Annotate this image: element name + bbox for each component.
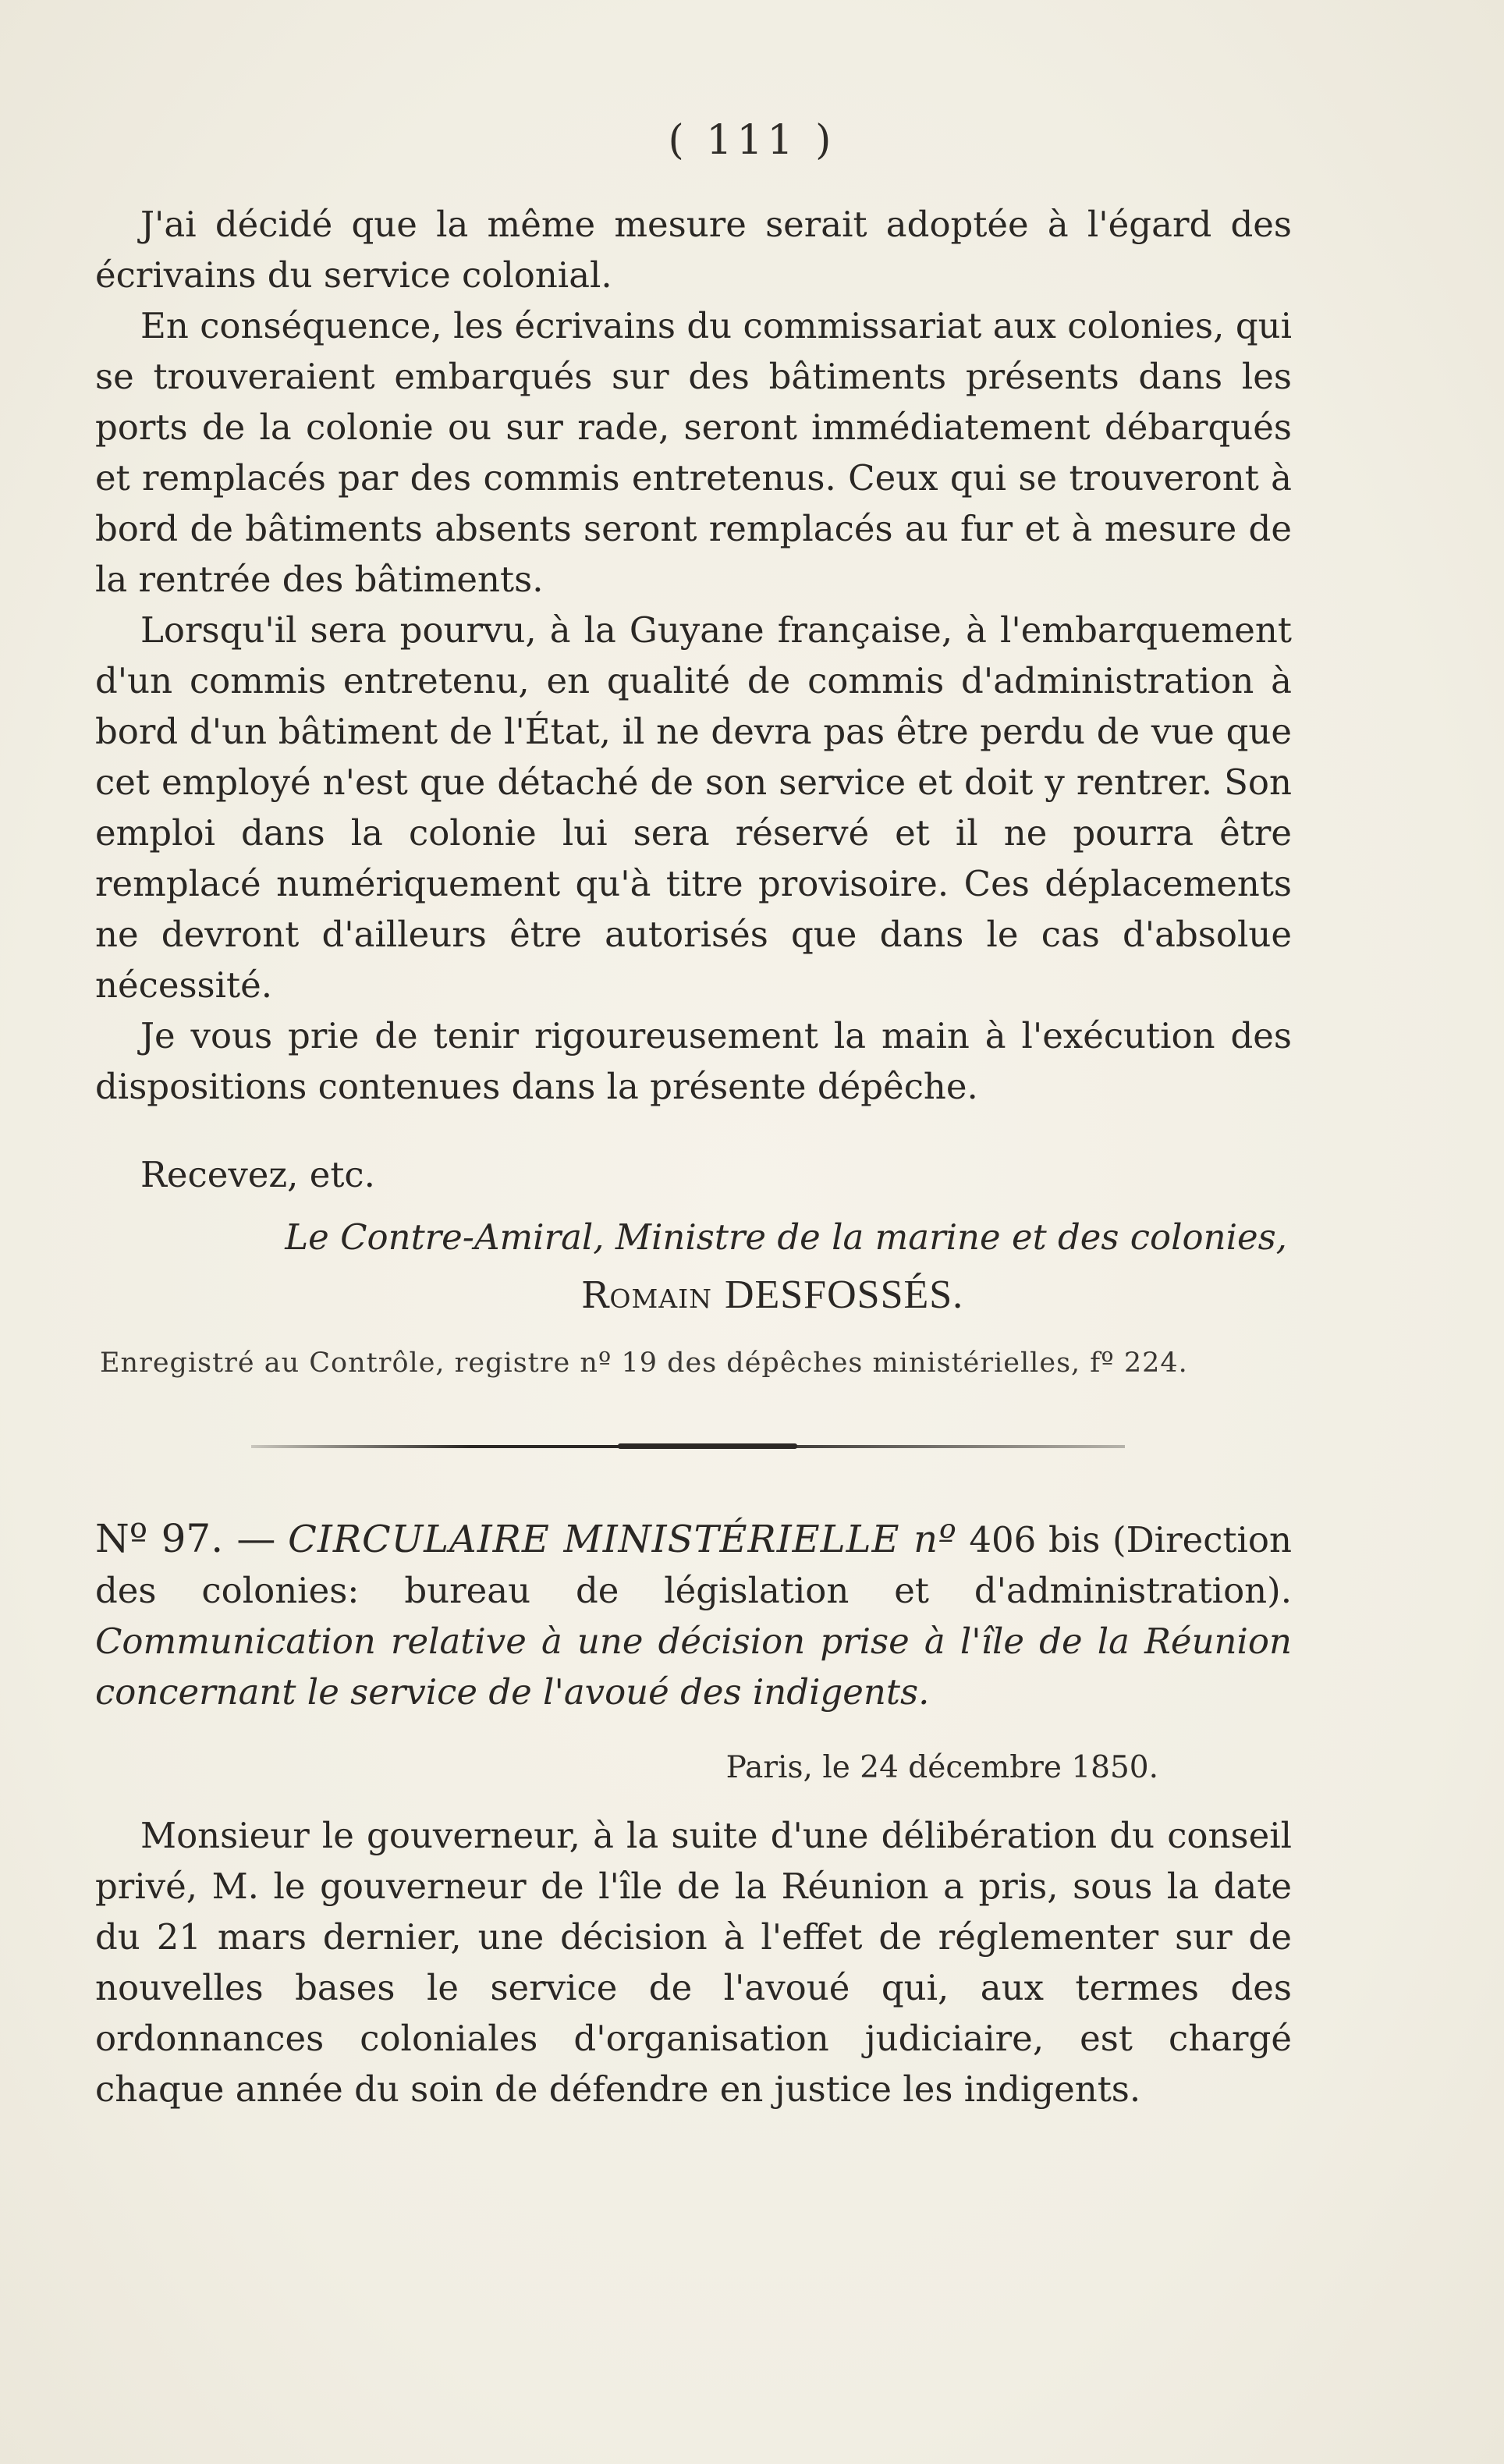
circular-ref: 406 bis	[969, 1519, 1101, 1560]
signatory-surname: DESFOSSÉS.	[724, 1273, 964, 1317]
paragraph: Monsieur le gouverneur, à la suite d'une délibération du conseil privé, M. le gouverneur de l'île de la Réunion a pris, sous la date du 21 mars dernier, une décision à l'effet de réglementer sur de nouvelles bases le service de l'avoué qui, aux termes des ordonnances coloniales d'organisation judiciaire, est chargé chaque année du soin de défendre en justice les indigents.	[95, 1815, 1292, 2110]
paragraph: En conséquence, les écrivains du commissariat aux colonies, qui se trouveraient embarqués sur des bâtiments présents dans les ports de la colonie ou sur rade, seront immédiatement débarqués et remplacés par des commis entretenus. Ceux qui se trouveront à bord de bâtiments absents seront remplacés au fur et à mesure de la rentrée des bâtiments.	[95, 305, 1292, 600]
letter-body	[95, 199, 1292, 1112]
paragraph: Lorsqu'il sera pourvu, à la Guyane française, à l'embarquement d'un commis entretenu, en qualité de commis d'administration à bord d'un bâtiment de l'État, il ne devra pas être perdu de vue que cet employé n'est que détaché de son service et doit y rentrer. Son emploi dans la colonie lui sera réservé et il ne pourra être remplacé numériquement qu'à titre provisoire. Ces déplacements ne devront d'ailleurs être autorisés que dans le cas d'absolue nécessité.	[95, 609, 1292, 1006]
dateline: Paris, le 24 décembre 1850.	[725, 1750, 1158, 1785]
circular-body	[95, 1810, 1292, 2114]
circular-subject: Communication relative à une décision prise à l'île de la Réunion concernant le service de l'avoué des indigents.	[95, 1621, 1292, 1713]
page-number: ( 111 )	[668, 117, 836, 164]
signatory-title: Le Contre-Amiral, Ministre de la marine et des colonies,	[285, 1216, 1287, 1258]
signatory-given-name: Romain	[581, 1274, 712, 1317]
closing-formula: Recevez, etc.	[140, 1154, 375, 1195]
circular-title: CIRCULAIRE MINISTÉRIELLE nº	[288, 1518, 957, 1561]
circular-direction: (Direction des colonies: bureau de législation et d'administration).	[95, 1519, 1292, 1611]
circular-heading	[95, 1514, 1292, 1717]
registration-note: Enregistré au Contrôle, registre nº 19 des dépêches ministérielles, fº 224.	[100, 1347, 1188, 1379]
circular-number: Nº 97. —	[95, 1516, 276, 1561]
section-divider	[251, 1445, 1125, 1448]
paragraph: J'ai décidé que la même mesure serait adoptée à l'égard des écrivains du service colonial.	[95, 204, 1292, 296]
signatory-name	[581, 1269, 963, 1321]
paragraph: Je vous prie de tenir rigoureusement la main à l'exécution des dispositions contenues dans la présente dépêche.	[95, 1015, 1292, 1107]
